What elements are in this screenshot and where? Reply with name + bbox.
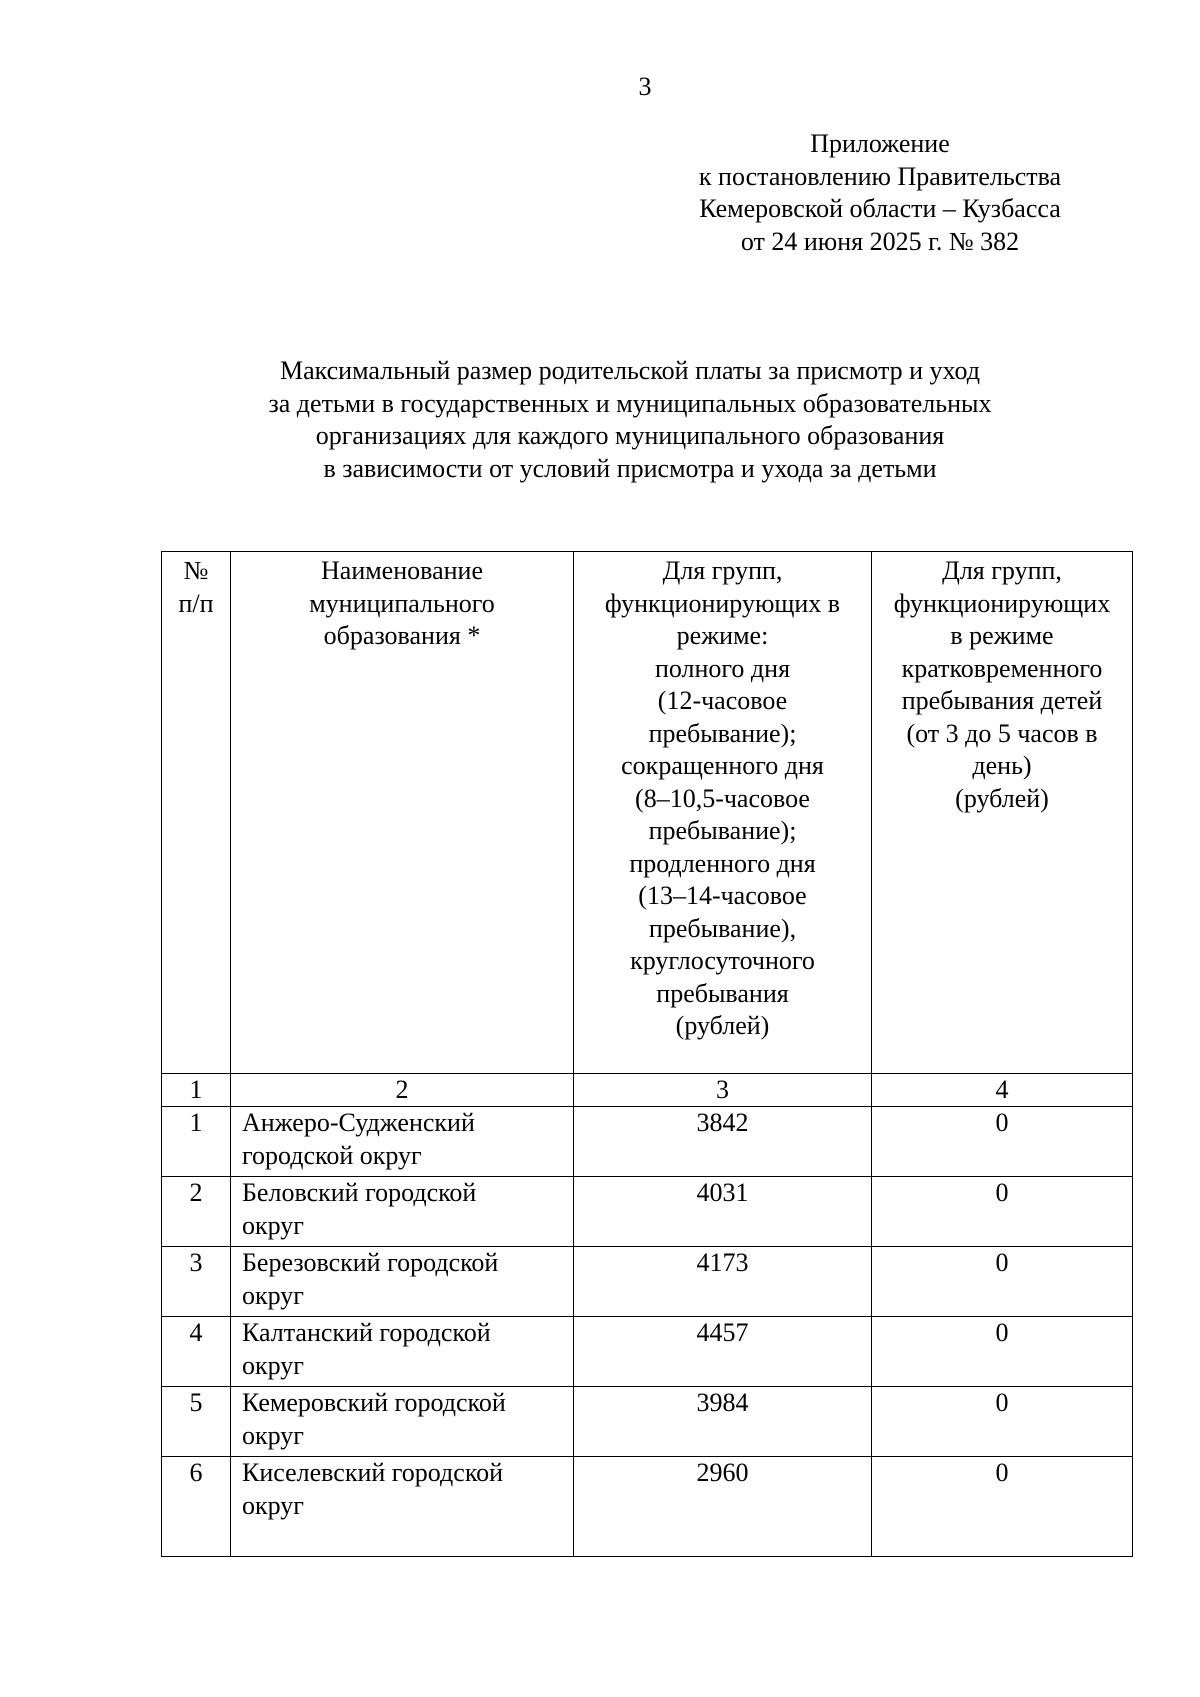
table-row: [162, 1247, 1133, 1317]
header-line: пребывание);: [648, 718, 797, 748]
full-day-fee: 4173: [574, 1247, 872, 1317]
header-line: режиме:: [676, 621, 769, 650]
name-line: городской округ: [242, 1140, 422, 1170]
name-line: Калтанский городской: [242, 1318, 491, 1347]
short-stay-fee: 0: [872, 1317, 1133, 1387]
header-line: функционирующих: [893, 588, 1111, 618]
document-title: [200, 355, 1060, 485]
name-line: округ: [242, 1210, 304, 1240]
full-day-fee: 2960: [574, 1457, 872, 1557]
appendix-line: Приложение: [810, 129, 950, 158]
header-line: образования *: [323, 621, 481, 650]
header-municipality: [231, 552, 574, 1074]
short-stay-fee: 0: [872, 1457, 1133, 1557]
title-line: в зависимости от условий присмотра и ухода за детьми: [323, 453, 937, 483]
header-line: кратковременного: [901, 653, 1103, 683]
header-line: пребывание);: [648, 816, 797, 845]
full-day-fee: 4031: [574, 1177, 872, 1247]
table-row: [162, 1107, 1133, 1177]
appendix-line: от 24 июня 2025 г. № 382: [740, 226, 1020, 256]
page-number: 3: [638, 72, 652, 101]
header-line: пребывания детей: [901, 686, 1103, 715]
header-line: (12-часовое: [657, 686, 788, 715]
header-line: сокращенного дня: [621, 751, 824, 780]
header-short-stay-groups: [872, 552, 1133, 1074]
row-number: 1: [162, 1107, 231, 1177]
name-line: округ: [242, 1280, 304, 1310]
header-line: пребывание),: [648, 913, 797, 943]
header-line: пребывания: [656, 978, 789, 1008]
header-line: Для групп,: [942, 556, 1062, 585]
table-row: [162, 1387, 1133, 1457]
short-stay-fee: 0: [872, 1177, 1133, 1247]
municipality-name: [231, 1387, 574, 1457]
row-number: 3: [162, 1247, 231, 1317]
table-row: [162, 1457, 1133, 1557]
row-number: 6: [162, 1457, 231, 1557]
header-line: (8–10,5-часовое: [635, 783, 810, 813]
header-line: муниципального: [309, 588, 495, 618]
short-stay-fee: 0: [872, 1247, 1133, 1317]
name-line: округ: [242, 1490, 304, 1520]
header-line: функционирующих в: [604, 588, 841, 618]
header-number: [162, 552, 231, 1074]
name-line: Березовский городской: [242, 1248, 499, 1277]
name-line: округ: [242, 1420, 304, 1450]
name-line: округ: [242, 1350, 304, 1380]
header-line: в режиме: [950, 621, 1054, 650]
table-row: [162, 1177, 1133, 1247]
header-line: (от 3 до 5 часов в: [906, 718, 1098, 748]
name-line: Кемеровский городской: [242, 1388, 506, 1417]
short-stay-fee: 0: [872, 1387, 1133, 1457]
header-full-day-groups: [574, 552, 872, 1074]
short-stay-fee: 0: [872, 1107, 1133, 1177]
full-day-fee: 3984: [574, 1387, 872, 1457]
row-number: 5: [162, 1387, 231, 1457]
row-number: 2: [162, 1177, 231, 1247]
title-line: за детьми в государственных и муниципальных образовательных: [268, 388, 992, 418]
header-line: полного дня: [654, 653, 791, 683]
municipality-name: [231, 1317, 574, 1387]
column-number: 1: [162, 1074, 231, 1107]
name-line: Анжеро-Судженский: [242, 1108, 475, 1137]
header-line: Наименование: [321, 556, 483, 585]
table-row: [162, 1317, 1133, 1387]
header-line: день): [972, 751, 1032, 780]
header-line: продленного дня: [629, 848, 816, 878]
table-header-row: [162, 552, 1133, 1074]
column-number: 2: [231, 1074, 574, 1107]
appendix-line: Кемеровской области – Кузбасса: [699, 194, 1061, 223]
municipality-name: [231, 1177, 574, 1247]
appendix-block: [660, 128, 1100, 258]
header-line: (рублей): [955, 783, 1049, 813]
header-line: (13–14-часовое: [638, 881, 807, 910]
header-line: круглосуточного: [630, 946, 815, 975]
header-line: п/п: [178, 588, 214, 618]
header-line: №: [183, 556, 209, 585]
column-number-row: [162, 1074, 1133, 1107]
municipality-name: [231, 1457, 574, 1557]
title-line: организациях для каждого муниципального образования: [315, 421, 945, 450]
municipality-name: [231, 1247, 574, 1317]
fee-table: [161, 551, 1133, 1557]
header-line: (рублей): [675, 1011, 770, 1040]
name-line: Киселевский городской: [242, 1458, 504, 1487]
header-line: Для групп,: [662, 556, 783, 585]
row-number: 4: [162, 1317, 231, 1387]
title-line: Максимальный размер родительской платы за присмотр и уход: [279, 356, 981, 385]
name-line: Беловский городской: [242, 1178, 477, 1207]
column-number: 4: [872, 1074, 1133, 1107]
appendix-line: к постановлению Правительства: [698, 161, 1062, 191]
column-number: 3: [574, 1074, 872, 1107]
full-day-fee: 4457: [574, 1317, 872, 1387]
municipality-name: [231, 1107, 574, 1177]
full-day-fee: 3842: [574, 1107, 872, 1177]
